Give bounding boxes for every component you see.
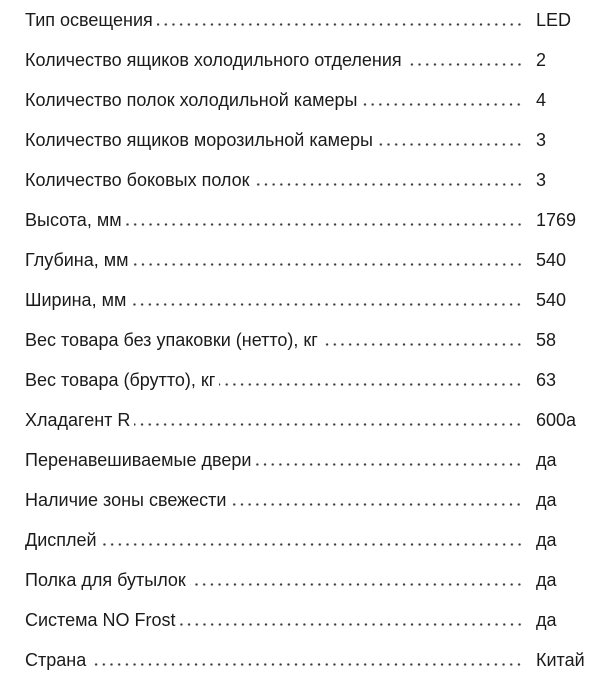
- spec-value: 63: [536, 370, 557, 390]
- spec-row-lighting-type: [25, 0, 604, 40]
- dot-leader: [190, 583, 523, 586]
- spec-value: 58: [536, 330, 557, 350]
- spec-value: да: [536, 530, 557, 550]
- spec-label: Вес товара (брутто), кг: [25, 370, 219, 390]
- spec-row-country: [25, 640, 604, 680]
- spec-label: Количество полок холодильной камеры: [25, 90, 361, 110]
- spec-value: 3: [536, 130, 547, 150]
- dot-leader: [219, 383, 523, 386]
- spec-label: Наличие зоны свежести: [25, 490, 230, 510]
- dot-leader: [90, 663, 523, 666]
- spec-label: Количество ящиков холодильного отделения: [25, 50, 406, 70]
- spec-row-no-frost: [25, 600, 604, 640]
- spec-row-width: [25, 280, 604, 320]
- dot-leader: [133, 263, 523, 266]
- spec-value: 600a: [536, 410, 577, 430]
- dot-leader: [230, 503, 523, 506]
- spec-row-fridge-shelves: [25, 80, 604, 120]
- spec-row-reversible-doors: [25, 440, 604, 480]
- spec-value: 1769: [536, 210, 577, 230]
- dot-leader: [322, 343, 523, 346]
- dot-leader: [361, 103, 523, 106]
- spec-label: Страна: [25, 650, 90, 670]
- spec-label: Количество ящиков морозильной камеры: [25, 130, 377, 150]
- spec-value: 540: [536, 290, 567, 310]
- dot-leader: [134, 423, 523, 426]
- dot-leader: [180, 623, 524, 626]
- spec-value: да: [536, 570, 557, 590]
- spec-label: Тип освещения: [25, 10, 157, 30]
- spec-value: 540: [536, 250, 567, 270]
- spec-label: Глубина, мм: [25, 250, 133, 270]
- spec-row-fridge-drawers: [25, 40, 604, 80]
- spec-row-display: [25, 520, 604, 560]
- spec-row-freezer-drawers: [25, 120, 604, 160]
- dot-leader: [377, 143, 523, 146]
- spec-label: Ширина, мм: [25, 290, 130, 310]
- dot-leader: [126, 223, 523, 226]
- spec-value: да: [536, 610, 557, 630]
- spec-row-refrigerant: [25, 400, 604, 440]
- spec-value: 4: [536, 90, 547, 110]
- spec-label: Полка для бутылок: [25, 570, 190, 590]
- dot-leader: [406, 63, 523, 66]
- spec-label: Количество боковых полок: [25, 170, 254, 190]
- spec-row-height: [25, 200, 604, 240]
- spec-value: Китай: [536, 650, 585, 670]
- spec-row-depth: [25, 240, 604, 280]
- dot-leader: [101, 543, 523, 546]
- spec-list: [25, 0, 604, 680]
- dot-leader: [255, 463, 523, 466]
- spec-value: да: [536, 450, 557, 470]
- spec-label: Система NO Frost: [25, 610, 180, 630]
- spec-label: Вес товара без упаковки (нетто), кг: [25, 330, 322, 350]
- spec-value: 2: [536, 50, 547, 70]
- dot-leader: [130, 303, 523, 306]
- spec-row-freshness-zone: [25, 480, 604, 520]
- spec-value: да: [536, 490, 557, 510]
- spec-label: Перенавешиваемые двери: [25, 450, 255, 470]
- dot-leader: [254, 183, 523, 186]
- spec-label: Высота, мм: [25, 210, 126, 230]
- spec-label: Дисплей: [25, 530, 101, 550]
- spec-row-bottle-shelf: [25, 560, 604, 600]
- spec-row-net-weight: [25, 320, 604, 360]
- spec-row-gross-weight: [25, 360, 604, 400]
- dot-leader: [157, 23, 523, 26]
- spec-label: Хладагент R: [25, 410, 134, 430]
- spec-value: 3: [536, 170, 547, 190]
- spec-row-door-shelves: [25, 160, 604, 200]
- spec-value: LED: [536, 10, 572, 30]
